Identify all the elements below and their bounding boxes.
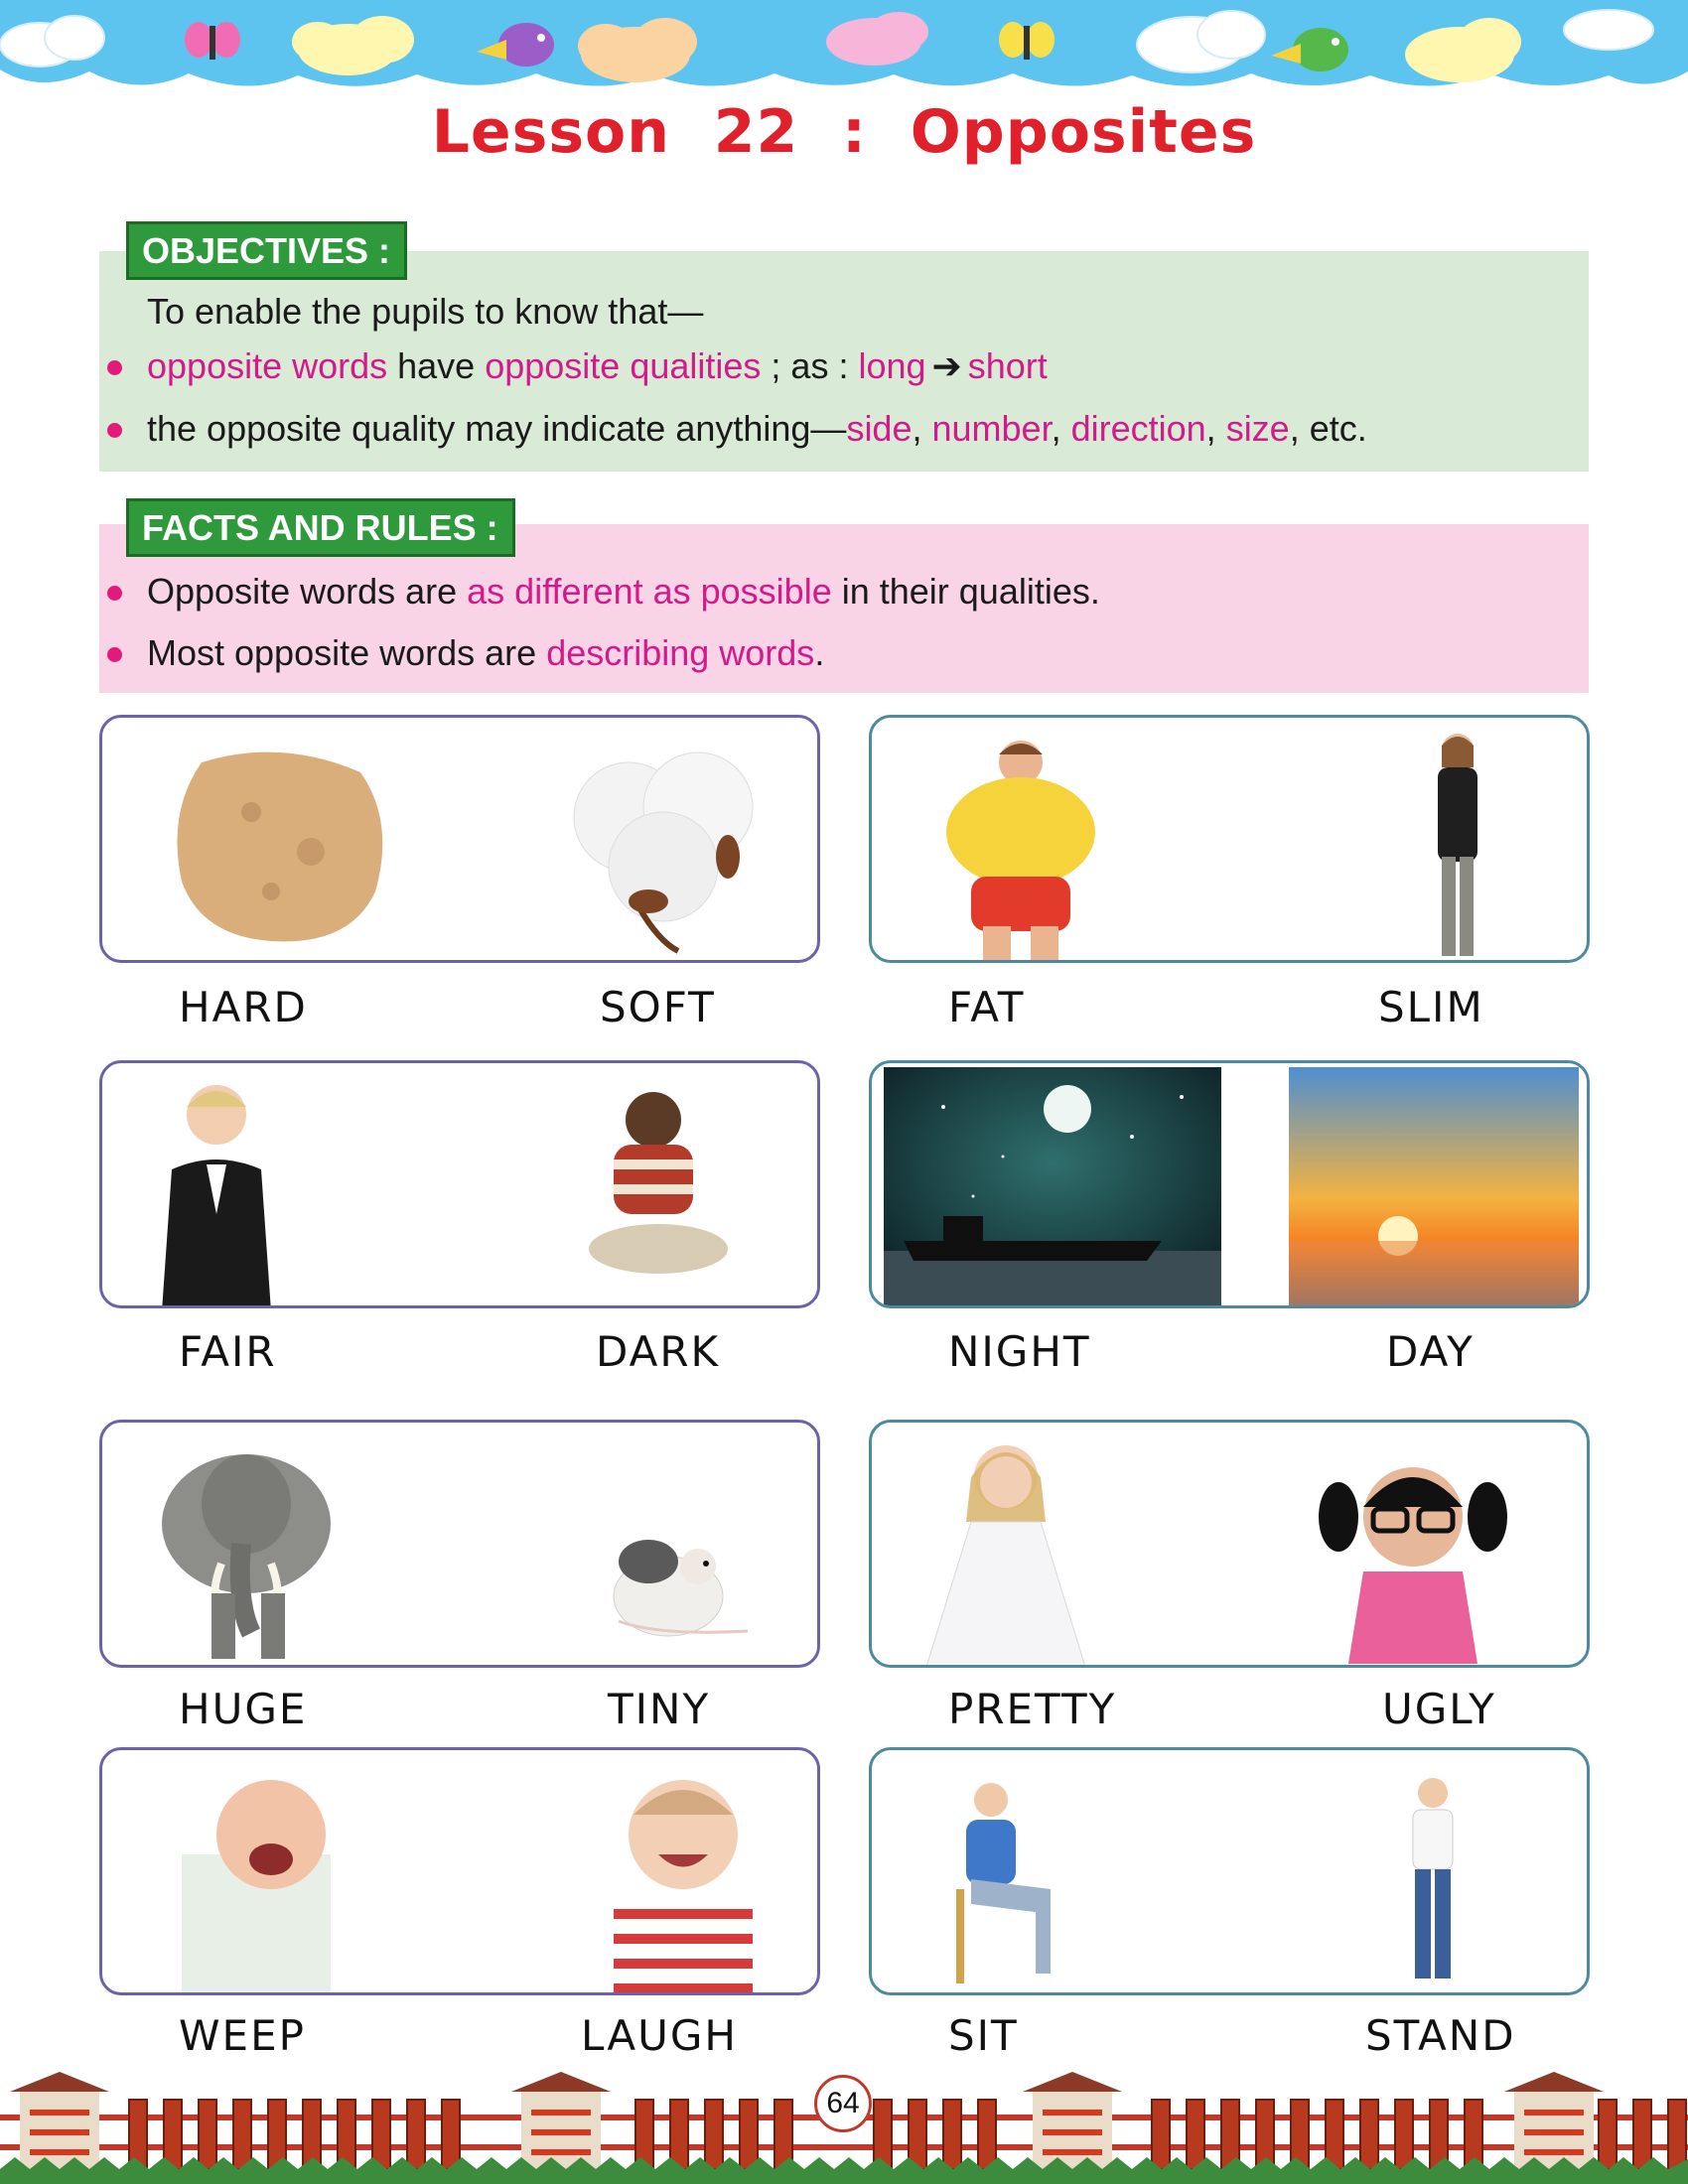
facts-bullet-2	[147, 632, 824, 674]
butterfly-icon	[999, 22, 1055, 60]
slim-woman-image	[1398, 728, 1517, 963]
word-right: SOFT	[600, 983, 716, 1031]
body-text: have	[387, 345, 486, 386]
card-night-day	[869, 1060, 1590, 1308]
word-left: PRETTY	[948, 1685, 1117, 1733]
laughing-baby-image	[599, 1765, 768, 1993]
night-image	[884, 1067, 1221, 1305]
word-left: SIT	[948, 2011, 1019, 2060]
sky-banner-illustration	[0, 0, 1688, 94]
pretty-girl-image	[912, 1433, 1100, 1667]
highlight-text: as different as possible	[467, 571, 832, 612]
bullet-icon	[107, 360, 122, 375]
day-image	[1289, 1067, 1579, 1305]
facts-heading: FACTS AND RULES :	[126, 498, 515, 557]
facts-panel	[99, 507, 1589, 693]
bullet-icon	[107, 423, 122, 438]
dark-boy-image	[569, 1085, 748, 1284]
card-huge-tiny	[99, 1420, 820, 1668]
body-text: Most opposite words are	[147, 632, 547, 673]
rat-image	[599, 1522, 758, 1651]
stone-image	[162, 733, 400, 951]
objectives-bullet-2	[147, 408, 1367, 450]
word-right: LAUGH	[581, 2011, 738, 2060]
lesson-title: Lesson 22 : Opposites	[431, 97, 1257, 167]
body-text: ,	[1051, 408, 1071, 449]
ugly-face-image	[1319, 1447, 1507, 1664]
word-left: HARD	[179, 983, 308, 1031]
objectives-intro: To enable the pupils to know that—	[147, 291, 704, 332]
butterfly-icon	[185, 22, 240, 60]
word-left: FAIR	[179, 1327, 277, 1376]
body-text: in their qualities.	[831, 571, 1100, 612]
page-number: 64	[814, 2075, 872, 2132]
weeping-baby-image	[172, 1765, 341, 1993]
highlight-text: size	[1225, 408, 1290, 449]
fair-boy-image	[142, 1075, 291, 1308]
objectives-panel	[99, 230, 1589, 472]
right-arrow-icon: ➔	[931, 345, 962, 386]
highlight-text: opposite words	[147, 345, 388, 386]
highlight-text: direction	[1070, 408, 1206, 449]
objectives-bullet-1	[147, 345, 1048, 387]
word-left: HUGE	[179, 1685, 308, 1733]
body-text: , etc.	[1289, 408, 1367, 449]
standing-boy-image	[1388, 1775, 1477, 1988]
word-right: SLIM	[1378, 983, 1484, 1031]
word-left: FAT	[948, 983, 1026, 1031]
word-right: TINY	[608, 1685, 711, 1733]
body-text: Opposite words are	[147, 571, 468, 612]
body-text: ,	[912, 408, 932, 449]
cotton-image	[539, 728, 787, 956]
highlight-text: short	[967, 345, 1048, 386]
card-weep-laugh	[99, 1747, 820, 1995]
highlight-text: long	[858, 345, 926, 386]
word-left: NIGHT	[948, 1327, 1091, 1376]
bullet-icon	[107, 647, 122, 662]
word-right: DARK	[596, 1327, 721, 1376]
highlight-text: side	[846, 408, 913, 449]
card-fat-slim	[869, 715, 1590, 963]
body-text: ,	[1205, 408, 1226, 449]
sitting-boy-image	[941, 1780, 1070, 1983]
fat-woman-image	[921, 733, 1120, 963]
elephant-image	[152, 1434, 341, 1659]
body-text: .	[814, 632, 825, 673]
word-right: STAND	[1365, 2011, 1516, 2060]
word-left: WEEP	[179, 2011, 306, 2060]
body-text: ; as :	[761, 345, 859, 386]
word-right: UGLY	[1382, 1685, 1496, 1733]
card-sit-stand	[869, 1747, 1590, 1995]
highlight-text: opposite qualities	[485, 345, 762, 386]
objectives-heading: OBJECTIVES :	[126, 221, 407, 280]
highlight-text: number	[931, 408, 1052, 449]
card-pretty-ugly	[869, 1420, 1590, 1668]
cloud-icon	[1564, 10, 1653, 50]
highlight-text: describing words	[546, 632, 815, 673]
word-right: DAY	[1386, 1327, 1475, 1376]
body-text: the opposite quality may indicate anything—	[147, 408, 847, 449]
facts-bullet-1	[147, 571, 1100, 613]
card-hard-soft	[99, 715, 820, 963]
card-fair-dark	[99, 1060, 820, 1308]
bullet-icon	[107, 586, 122, 601]
